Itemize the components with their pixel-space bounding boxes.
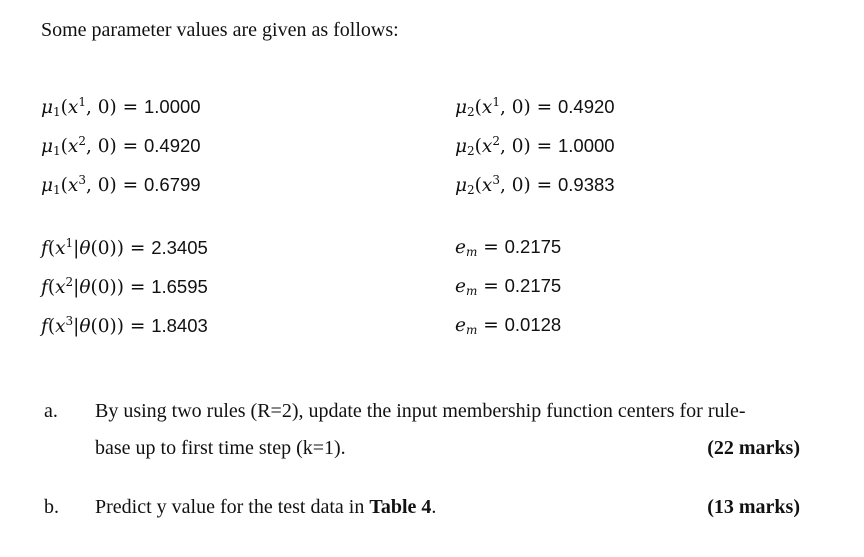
question-b-marks: (13 marks) xyxy=(707,496,800,518)
em-2: $e_m = 0.2175$ xyxy=(455,275,562,298)
question-a-line1: By using two rules (R=2), update the input membership function centers for rule- xyxy=(95,400,746,422)
intro-text: Some parameter values are given as follows: xyxy=(41,19,399,41)
mu1-x3: $\mu_1(x^3$, 0) = 0.6799 xyxy=(41,173,201,197)
em-3: $e_m = 0.0128$ xyxy=(455,314,562,337)
question-a-line2: base up to first time step (k=1). xyxy=(95,437,346,459)
table-reference: Table 4 xyxy=(369,496,432,518)
em-1: $e_m = 0.2175$ xyxy=(455,236,562,259)
question-b-label: b. xyxy=(44,496,59,518)
mu2-x1: $\mu_2(x^1$, 0) = 0.4920 xyxy=(455,95,615,119)
f-x2: $f(x^2|\theta(0)) = 1.6595$ xyxy=(41,275,208,298)
f-x3: $f(x^3|\theta(0)) = 1.8403$ xyxy=(41,314,208,337)
question-a-marks: (22 marks) xyxy=(707,437,800,459)
f-x1: $f(x^1|\theta(0)) = 2.3405$ xyxy=(41,236,208,259)
question-a-label: a. xyxy=(44,400,58,422)
mu2-x2: $\mu_2(x^2$, 0) = 1.0000 xyxy=(455,134,615,158)
mu1-x1: $\mu_1(x^1$, 0) = 1.0000 xyxy=(41,95,201,119)
mu2-x3: $\mu_2(x^3$, 0) = 0.9383 xyxy=(455,173,615,197)
mu1-x2: $\mu_1(x^2$, 0) = 0.4920 xyxy=(41,134,201,158)
question-b-text: Predict y value for the test data in Table 4. xyxy=(95,496,437,518)
